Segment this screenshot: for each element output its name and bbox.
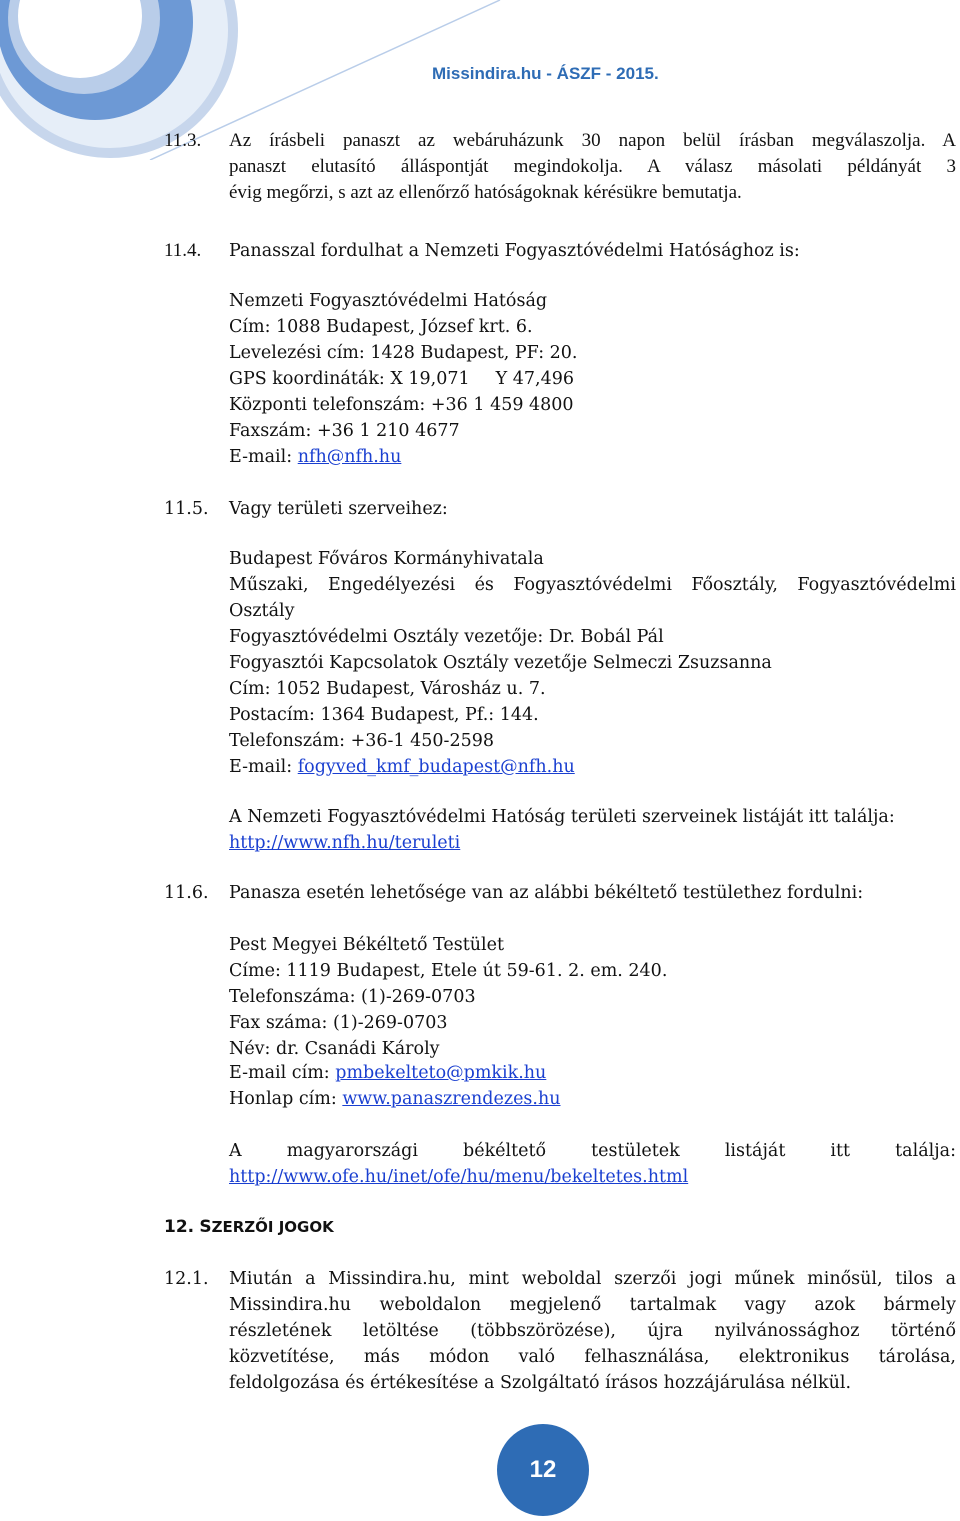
- text-line: részletének letöltése (többszörözése), újra nyilvánossághoz történő: [229, 1321, 956, 1341]
- section-12-1-text: [229, 1266, 956, 1396]
- section-number-11-4: 11.4.: [164, 240, 202, 261]
- text-line: Műszaki, Engedélyezési és Fogyasztóvédelmi Főosztály, Fogyasztóvédelmi: [229, 575, 956, 595]
- heading-initial: S: [199, 1217, 212, 1237]
- page-number-badge: 12: [497, 1424, 589, 1516]
- board-address: Címe: 1119 Budapest, Etele út 59-61. 2. em. 240.: [229, 961, 668, 981]
- section-number-11-3: 11.3.: [164, 130, 202, 151]
- section-11-4-intro: Panasszal fordulhat a Nemzeti Fogyasztóvédelmi Hatósághoz is:: [229, 241, 800, 261]
- board-list: [229, 1138, 956, 1190]
- authority-address: Cím: 1088 Budapest, József krt. 6.: [229, 317, 533, 337]
- office-relations: Fogyasztói Kapcsolatok Osztály vezetője Selmeczi Zsuzsanna: [229, 653, 772, 673]
- section-11-6-intro: Panasza esetén lehetősége van az alábbi békéltető testülethez fordulni:: [229, 883, 864, 903]
- section-number-11-5: 11.5.: [164, 499, 209, 519]
- office-address: Cím: 1052 Budapest, Városház u. 7.: [229, 679, 546, 699]
- document-header: Missindira.hu - ÁSZF - 2015.: [432, 64, 659, 83]
- board-email: [229, 1060, 546, 1086]
- authority-email: [229, 444, 401, 470]
- authority-fax: Faxszám: +36 1 210 4677: [229, 421, 460, 441]
- email-link[interactable]: pmbekelteto@pmkik.hu: [335, 1063, 547, 1083]
- heading-rest: ZERZŐI JOGOK: [211, 1218, 334, 1236]
- section-number-12-1: 12.1.: [164, 1269, 209, 1289]
- email-link[interactable]: fogyved_kmf_budapest@nfh.hu: [297, 757, 575, 777]
- text-line: panaszt elutasító álláspontját megindokolja. A válasz másolati példányát 3: [229, 156, 956, 177]
- website-link[interactable]: www.panaszrendezes.hu: [342, 1089, 561, 1109]
- text-line: Az írásbeli panaszt az webáruházunk 30 napon belül írásban megválaszolja. A: [229, 130, 956, 151]
- office-email: [229, 754, 575, 780]
- authority-phone: Központi telefonszám: +36 1 459 4800: [229, 395, 574, 415]
- text-line: A magyarországi békéltető testületek listáját itt találja:: [229, 1141, 956, 1161]
- email-label: E-mail cím:: [229, 1063, 336, 1083]
- gps-x: GPS koordináták: X 19,071: [229, 369, 470, 389]
- board-contact: Név: dr. Csanádi Károly: [229, 1039, 440, 1059]
- regional-list-link: [229, 830, 460, 856]
- text-line: Missindira.hu weboldalon megjelenő tartalmak vagy azok bármely: [229, 1295, 956, 1315]
- url-link[interactable]: http://www.ofe.hu/inet/ofe/hu/menu/bekeltetes.html: [229, 1167, 689, 1187]
- section-heading-12: [164, 1214, 334, 1240]
- board-website: [229, 1086, 561, 1112]
- office-phone: Telefonszám: +36-1 450-2598: [229, 731, 494, 751]
- authority-postal: Levelezési cím: 1428 Budapest, PF: 20.: [229, 343, 578, 363]
- office-postal: Postacím: 1364 Budapest, Pf.: 144.: [229, 705, 539, 725]
- office-department: [229, 572, 956, 624]
- authority-name: Nemzeti Fogyasztóvédelmi Hatóság: [229, 291, 548, 311]
- text-line: Miután a Missindira.hu, mint weboldal szerzői jogi műnek minősül, tilos a: [229, 1269, 956, 1289]
- text-line: Osztály: [229, 601, 295, 621]
- text-line: feldolgozása és értékesítése a Szolgáltató írásos hozzájárulása nélkül.: [229, 1373, 852, 1393]
- website-label: Honlap cím:: [229, 1089, 343, 1109]
- section-number-11-6: 11.6.: [164, 883, 209, 903]
- email-label: E-mail:: [229, 447, 298, 467]
- gps-y: Y 47,496: [495, 369, 574, 389]
- authority-gps: [229, 366, 574, 392]
- regional-list-text: A Nemzeti Fogyasztóvédelmi Hatóság területi szerveinek listáját itt találja:: [229, 807, 895, 827]
- board-fax: Fax száma: (1)-269-0703: [229, 1013, 448, 1033]
- url-link[interactable]: http://www.nfh.hu/teruleti: [229, 833, 461, 853]
- section-11-3-text: [229, 128, 956, 206]
- section-11-5-intro: Vagy területi szerveihez:: [229, 499, 448, 519]
- email-label: E-mail:: [229, 757, 298, 777]
- email-link[interactable]: nfh@nfh.hu: [297, 447, 402, 467]
- office-name: Budapest Főváros Kormányhivatala: [229, 549, 544, 569]
- text-line: közvetítése, más módon való felhasználása, elektronikus tárolása,: [229, 1347, 956, 1367]
- text-line: évig megőrzi, s azt az ellenőrző hatóságoknak kérésükre bemutatja.: [229, 182, 742, 203]
- board-name: Pest Megyei Békéltető Testület: [229, 935, 505, 955]
- office-head: Fogyasztóvédelmi Osztály vezetője: Dr. Bobál Pál: [229, 627, 664, 647]
- board-phone: Telefonszáma: (1)-269-0703: [229, 987, 476, 1007]
- text-line: [229, 1164, 956, 1190]
- heading-number: 12.: [164, 1217, 195, 1237]
